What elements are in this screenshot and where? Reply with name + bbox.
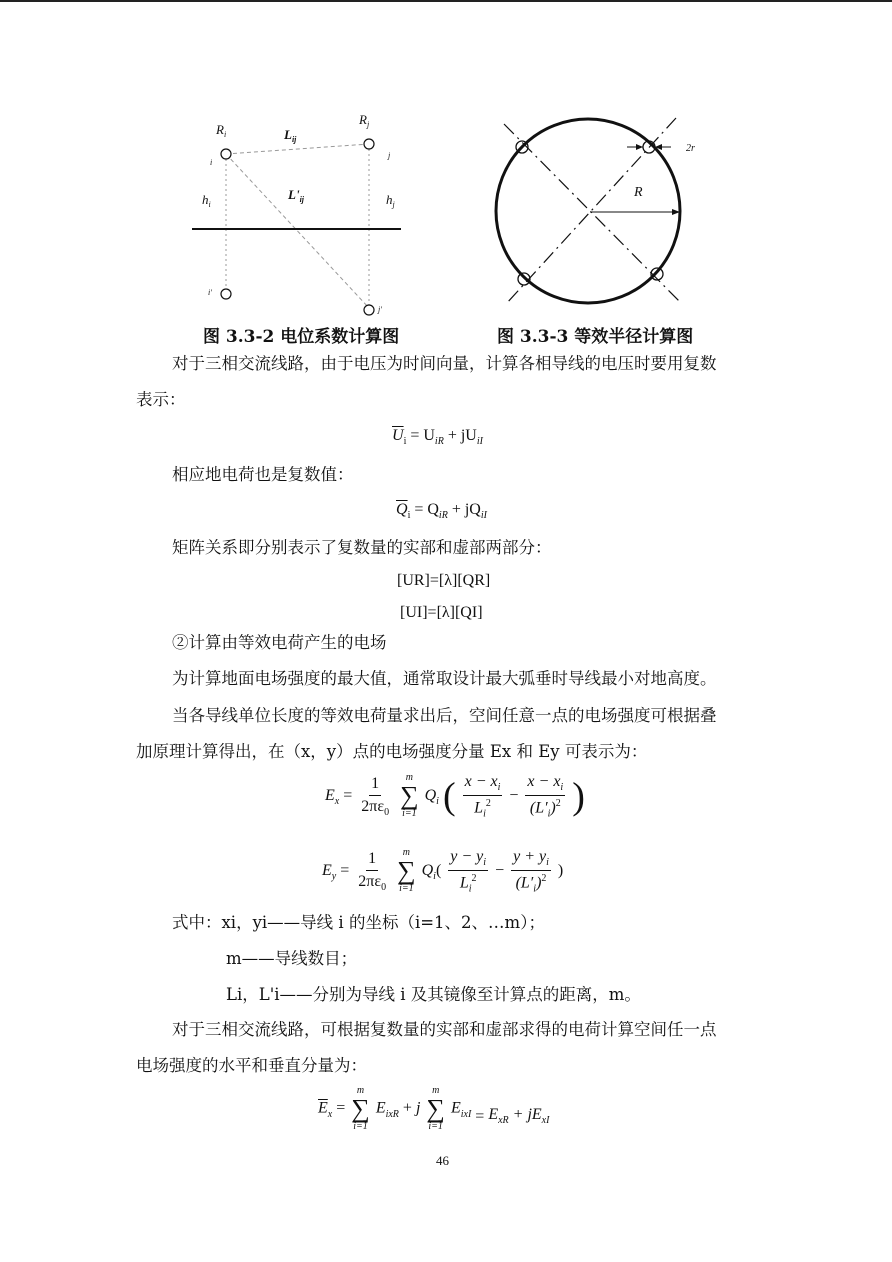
page-number: 46 xyxy=(436,1153,449,1168)
top-border xyxy=(0,0,892,2)
paragraph-text: 对于三相交流线路，由于电压为时间向量，计算各相导线的电压时要用复数 xyxy=(172,354,717,373)
svg-text:L'ij: $L'_{ij}$ xyxy=(288,187,305,204)
matrix-equation-imag: [UI]=[λ][QI] xyxy=(400,604,483,621)
paragraph-text: 为计算地面电场强度的最大值，通常取设计最大弧垂时导线最小对地高度。 xyxy=(172,669,717,688)
svg-text:hj: $h_j$ xyxy=(386,192,395,209)
section-heading: ②计算由等效电荷产生的电场 xyxy=(172,633,387,652)
svg-text:R: R xyxy=(634,185,643,200)
figure-caption-2: 图 3.3-3 等效半径计算图 xyxy=(497,327,694,347)
paragraph-text: 表示： xyxy=(136,390,186,409)
svg-text:Lij: $L_{ij}$ xyxy=(284,127,297,144)
definition-line: m——导线数目； xyxy=(226,949,358,968)
paragraph-text: 电场强度的水平和垂直分量为： xyxy=(136,1056,367,1075)
equivalent-radius-figure xyxy=(490,110,720,310)
paragraph-text: 相应地电荷也是复数值： xyxy=(172,465,354,484)
paragraph-text: 矩阵关系即分别表示了复数量的实部和虚部两部分： xyxy=(172,538,552,557)
svg-text:Ri: $R_i$ xyxy=(216,122,227,139)
potential-coefficient-figure xyxy=(186,108,416,323)
svg-text:i: i xyxy=(210,158,213,167)
matrix-equation-real: [UR]=[λ][QR] xyxy=(397,572,491,589)
equation-voltage: $\overline{U}_i = U_{iR} + jU_{iI}$ xyxy=(392,427,483,448)
paragraph-text: 加原理计算得出，在（x，y）点的电场强度分量 Ex 和 Ey 可表示为： xyxy=(136,742,648,761)
figure-caption-1: 图 3.3-2 电位系数计算图 xyxy=(203,327,400,347)
equation-ex-complex: $\overline{E}_x$ = m ∑ i=1 $E_{ixR} + j$ m ∑ i=1 $E_{ixI} = E_{xR} + jE_{xI}$ xyxy=(318,1085,550,1132)
equation-charge: $\overline{Q}_i = Q_{iR} + jQ_{iI}$ xyxy=(396,501,487,522)
paragraph-text: 当各导线单位长度的等效电荷量求出后，空间任意一点的电场强度可根据叠 xyxy=(172,706,717,725)
svg-text:j: j xyxy=(388,151,391,160)
svg-text:i': i' xyxy=(208,288,212,297)
equation-ex: $E_x$ = $\frac{1}{2\pi\varepsilon_0}$ m ∑ i=1 $Q_i$ ( $\frac{x - x_i}{L_i^2}$ − $\frac{x - x_i}{(L'_i)^2}$ ) xyxy=(325,772,585,820)
definition-line: 式中：xi，yi——导线 i 的坐标（i=1、2、…m）； xyxy=(172,913,545,932)
definition-line: Li，L'i——分别为导线 i 及其镜像至计算点的距离，m。 xyxy=(226,985,641,1004)
svg-text:hi: $h_i$ xyxy=(202,192,211,209)
svg-text:j': j' xyxy=(378,305,382,314)
equation-ey: $E_y$ = $\frac{1}{2\pi\varepsilon_0}$ m ∑ i=1 $Q_i$( $\frac{y - y_i}{L_i^2}$ − $\frac{y + y_i}{(L'_i)^2}$ ) xyxy=(322,847,564,895)
svg-text:2r: 2r xyxy=(686,143,695,154)
paragraph-text: 对于三相交流线路，可根据复数量的实部和虚部求得的电荷计算空间任一点 xyxy=(172,1020,717,1039)
svg-text:Rj: $R_j$ xyxy=(359,112,370,129)
